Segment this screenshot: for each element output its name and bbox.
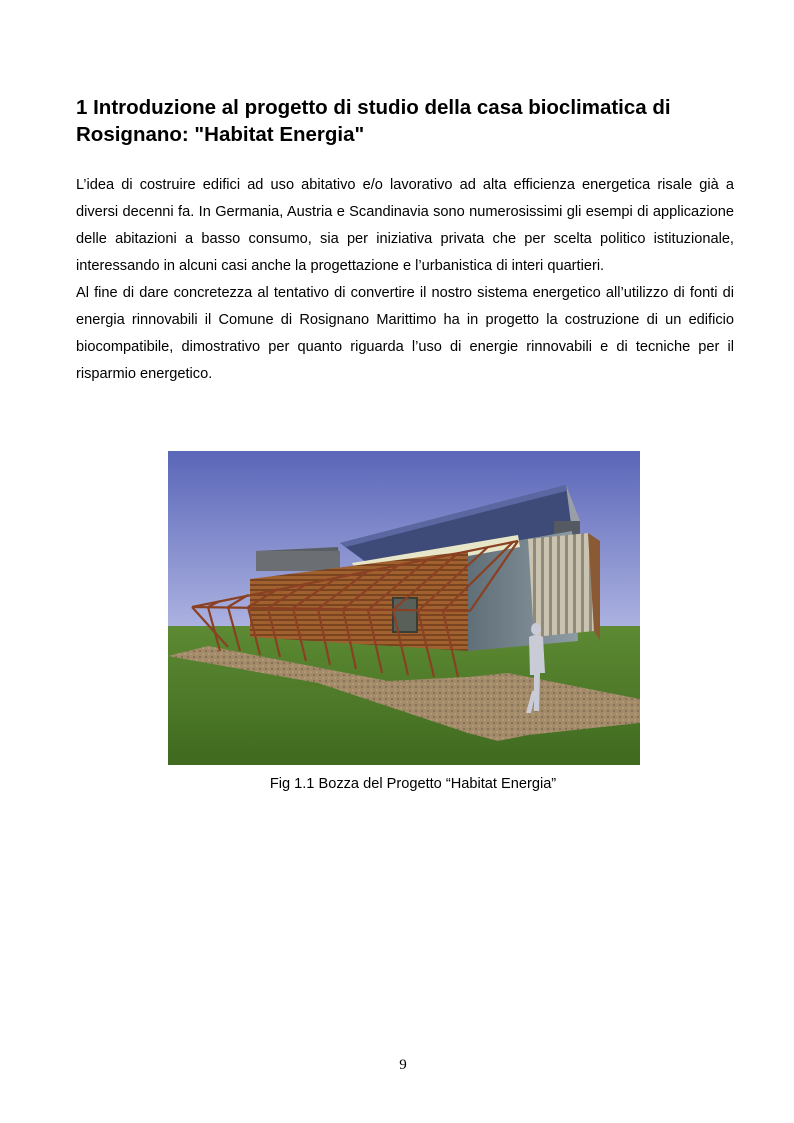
figure-caption: Fig 1.1 Bozza del Progetto “Habitat Energia” (269, 776, 557, 792)
louvres (528, 533, 594, 637)
paragraph-rosignano: Al fine di dare concretezza al tentativo di convertire il nostro sistema energetico all’utilizzo di fonti di energia rinnovabili il Comune di Rosignano Marittimo ha in progetto la costruzione di un edificio biocompatibile, dimostrativo per quanto riguarda l’uso di energie rinnovabili e di tecniche per il risparmio energetico. (76, 285, 734, 382)
house-rendering-figure (168, 451, 640, 765)
paragraph-intro: L’idea di costruire edifici ad uso abitativo e/o lavorativo ad alta efficienza energetica risale già a diversi decenni fa. In Germania, Austria e Scandinavia sono numerosissimi gli esempi di applicazione delle abitazioni a basso consumo, sia per iniziativa privata che per scelta politico istituzionale, interessando in alcuni casi anche la progettazione e l’urbanistica di interi quartieri. (76, 177, 734, 274)
section-heading: 1 Introduzione al progetto di studio della casa bioclimatica di Rosignano: "Habitat Energia" (76, 96, 671, 146)
body-text (76, 172, 734, 388)
house-rendering-image (168, 451, 640, 765)
page-number: 9 (399, 1057, 407, 1073)
